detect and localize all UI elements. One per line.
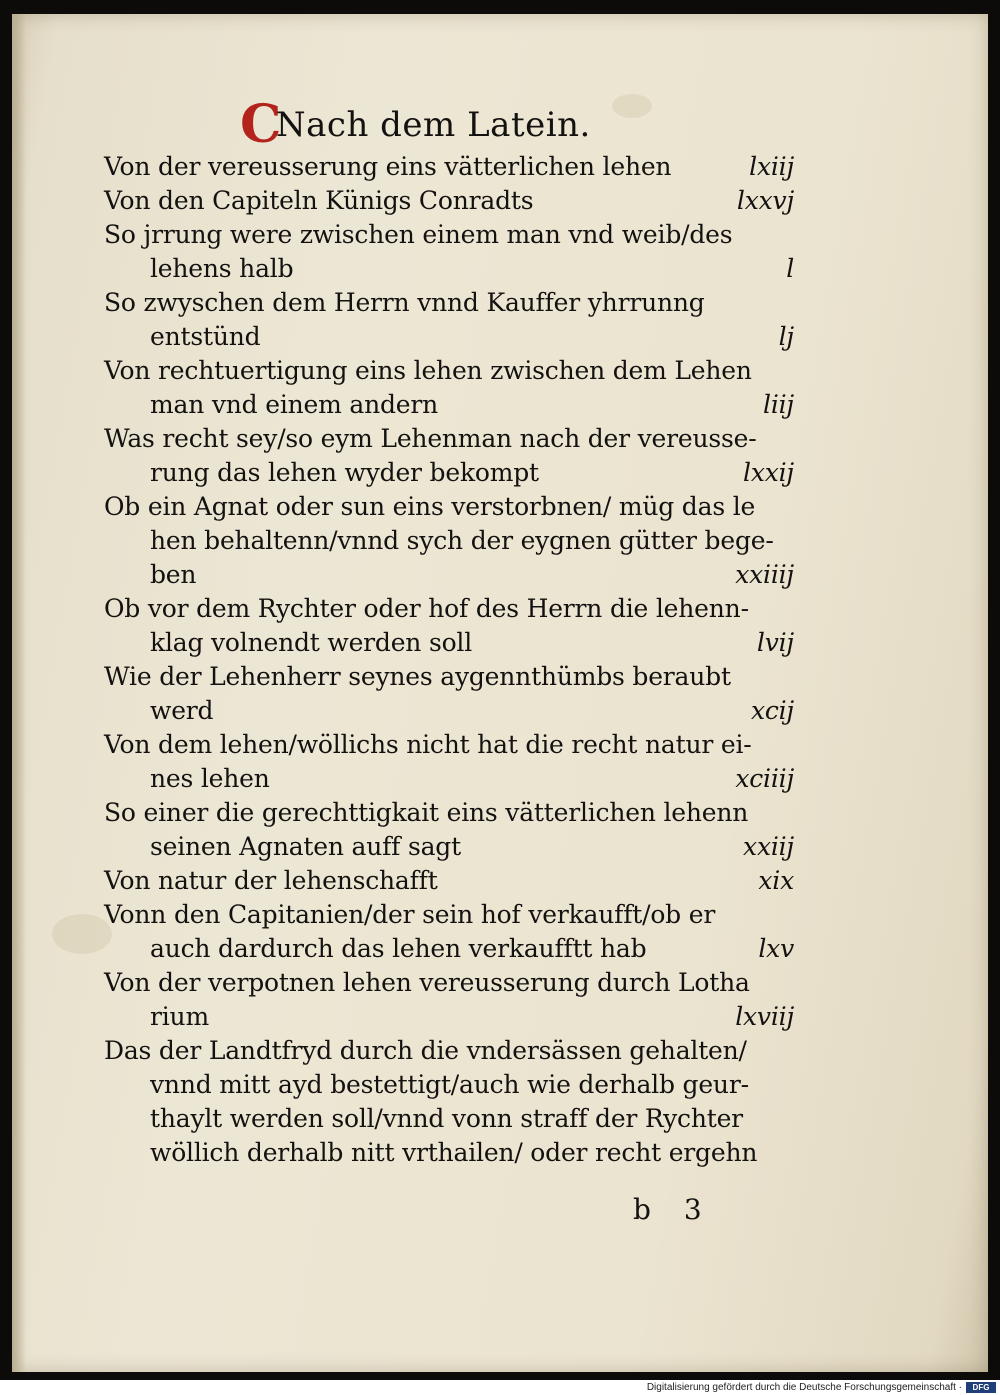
entry-list bbox=[104, 150, 794, 1170]
entry-text: thaylt werden soll/vnnd vonn straff der Rychter bbox=[150, 1104, 743, 1133]
entry-title-line bbox=[104, 422, 794, 456]
toc-entry bbox=[104, 1034, 794, 1170]
toc-entry bbox=[104, 864, 794, 898]
entry-continuation-line bbox=[150, 524, 794, 558]
entry-text: Von der vereusserung eins vätterlichen lehen bbox=[104, 152, 672, 181]
folio-number: xciiij bbox=[735, 764, 794, 793]
entry-title-line bbox=[104, 150, 794, 184]
entry-continuation-line bbox=[150, 558, 794, 592]
heading-text: Nach dem Latein. bbox=[275, 105, 591, 145]
entry-text: So jrrung were zwischen einem man vnd weib/des bbox=[104, 220, 733, 249]
toc-entry bbox=[104, 966, 794, 1034]
folio-number: lxxij bbox=[743, 458, 794, 487]
signature-mark: b 3 bbox=[633, 1193, 714, 1226]
folio-number: xcij bbox=[750, 696, 794, 725]
entry-text: Von natur der lehenschafft bbox=[104, 866, 438, 895]
entry-text: hen behaltenn/vnnd sych der eygnen gütter bege- bbox=[150, 526, 774, 555]
entry-continuation-line bbox=[150, 830, 794, 864]
toc-entry bbox=[104, 286, 794, 354]
entry-continuation-line bbox=[150, 1136, 794, 1170]
entry-text: wöllich derhalb nitt vrthailen/ oder recht ergehn bbox=[150, 1138, 758, 1167]
entry-title-line bbox=[104, 660, 794, 694]
entry-text: Von der verpotnen lehen vereusserung durch Lotha bbox=[104, 968, 750, 997]
toc-entry bbox=[104, 898, 794, 966]
dfg-logo: DFG bbox=[966, 1382, 996, 1393]
entry-continuation-line bbox=[150, 320, 794, 354]
entry-text: Von dem lehen/wöllichs nicht hat die recht natur ei- bbox=[104, 730, 752, 759]
folio-number: lxviij bbox=[735, 1002, 794, 1031]
entry-text: lehens halb bbox=[150, 254, 294, 283]
entry-text: rium bbox=[150, 1002, 209, 1031]
entry-text: klag volnendt werden soll bbox=[150, 628, 473, 657]
entry-continuation-line bbox=[150, 626, 794, 660]
entry-title-line bbox=[104, 796, 794, 830]
entry-text: werd bbox=[150, 696, 214, 725]
entry-text: Ob ein Agnat oder sun eins verstorbnen/ müg das le bbox=[104, 492, 756, 521]
entry-continuation-line bbox=[150, 388, 794, 422]
entry-continuation-line bbox=[150, 1102, 794, 1136]
folio-number: xxiij bbox=[743, 832, 794, 861]
folio-number: xxiiij bbox=[735, 560, 794, 589]
entry-title-line bbox=[104, 898, 794, 932]
entry-title-line bbox=[104, 592, 794, 626]
entry-title-line bbox=[104, 218, 794, 252]
entry-text: Das der Landtfryd durch die vndersässen gehalten/ bbox=[104, 1036, 747, 1065]
table-of-contents bbox=[104, 94, 794, 1170]
toc-entry bbox=[104, 354, 794, 422]
entry-title-line bbox=[104, 864, 794, 898]
entry-text: nes lehen bbox=[150, 764, 270, 793]
folio-number: lj bbox=[778, 322, 794, 351]
entry-text: entstünd bbox=[150, 322, 261, 351]
entry-text: Wie der Lehenherr seynes aygennthümbs beraubt bbox=[104, 662, 731, 691]
paper-stain bbox=[52, 914, 112, 954]
entry-title-line bbox=[104, 1034, 794, 1068]
toc-entry bbox=[104, 422, 794, 490]
toc-entry bbox=[104, 592, 794, 660]
entry-title-line bbox=[104, 286, 794, 320]
toc-entry bbox=[104, 796, 794, 864]
entry-text: rung das lehen wyder bekompt bbox=[150, 458, 539, 487]
entry-title-line bbox=[104, 184, 794, 218]
entry-continuation-line bbox=[150, 252, 794, 286]
entry-text: vnnd mitt ayd bestettigt/auch wie derhalb geur- bbox=[150, 1070, 749, 1099]
entry-text: seinen Agnaten auff sagt bbox=[150, 832, 461, 861]
entry-title-line bbox=[104, 490, 794, 524]
entry-text: Von rechtuertigung eins lehen zwischen dem Lehen bbox=[104, 356, 752, 385]
toc-entry bbox=[104, 490, 794, 592]
folio-number: liij bbox=[763, 390, 794, 419]
toc-entry bbox=[104, 728, 794, 796]
folio-number: lxxvj bbox=[736, 186, 794, 215]
entry-title-line bbox=[104, 728, 794, 762]
entry-continuation-line bbox=[150, 762, 794, 796]
toc-entry bbox=[104, 218, 794, 286]
page-heading bbox=[240, 94, 794, 155]
entry-title-line bbox=[104, 354, 794, 388]
entry-continuation-line bbox=[150, 456, 794, 490]
entry-text: Ob vor dem Rychter oder hof des Herrn die lehenn- bbox=[104, 594, 749, 623]
folio-number: lxiij bbox=[749, 152, 794, 181]
funding-credit: Digitalisierung gefördert durch die Deutsche Forschungsgemeinschaft · bbox=[646, 1382, 962, 1393]
page-gutter-shadow bbox=[12, 14, 26, 1372]
entry-text: auch dardurch das lehen verkaufftt hab bbox=[150, 934, 647, 963]
folio-number: lxv bbox=[758, 934, 794, 963]
entry-text: man vnd einem andern bbox=[150, 390, 439, 419]
entry-text: So einer die gerechttigkait eins vätterlichen lehenn bbox=[104, 798, 749, 827]
toc-entry bbox=[104, 150, 794, 184]
entry-text: Vonn den Capitanien/der sein hof verkaufft/ob er bbox=[104, 900, 716, 929]
entry-text: ben bbox=[150, 560, 197, 589]
rubricated-initial: C bbox=[240, 94, 282, 155]
footer-bar bbox=[0, 1380, 1000, 1395]
entry-text: So zwyschen dem Herrn vnnd Kauffer yhrrunng bbox=[104, 288, 705, 317]
entry-continuation-line bbox=[150, 932, 794, 966]
entry-text: Was recht sey/so eym Lehenman nach der vereusse- bbox=[104, 424, 757, 453]
entry-continuation-line bbox=[150, 1068, 794, 1102]
entry-text: Von den Capiteln Künigs Conradts bbox=[104, 186, 534, 215]
folio-number: lvij bbox=[756, 628, 794, 657]
toc-entry bbox=[104, 184, 794, 218]
folio-number: l bbox=[786, 254, 794, 283]
entry-continuation-line bbox=[150, 1000, 794, 1034]
entry-title-line bbox=[104, 966, 794, 1000]
entry-continuation-line bbox=[150, 694, 794, 728]
folio-number: xix bbox=[758, 866, 794, 895]
toc-entry bbox=[104, 660, 794, 728]
